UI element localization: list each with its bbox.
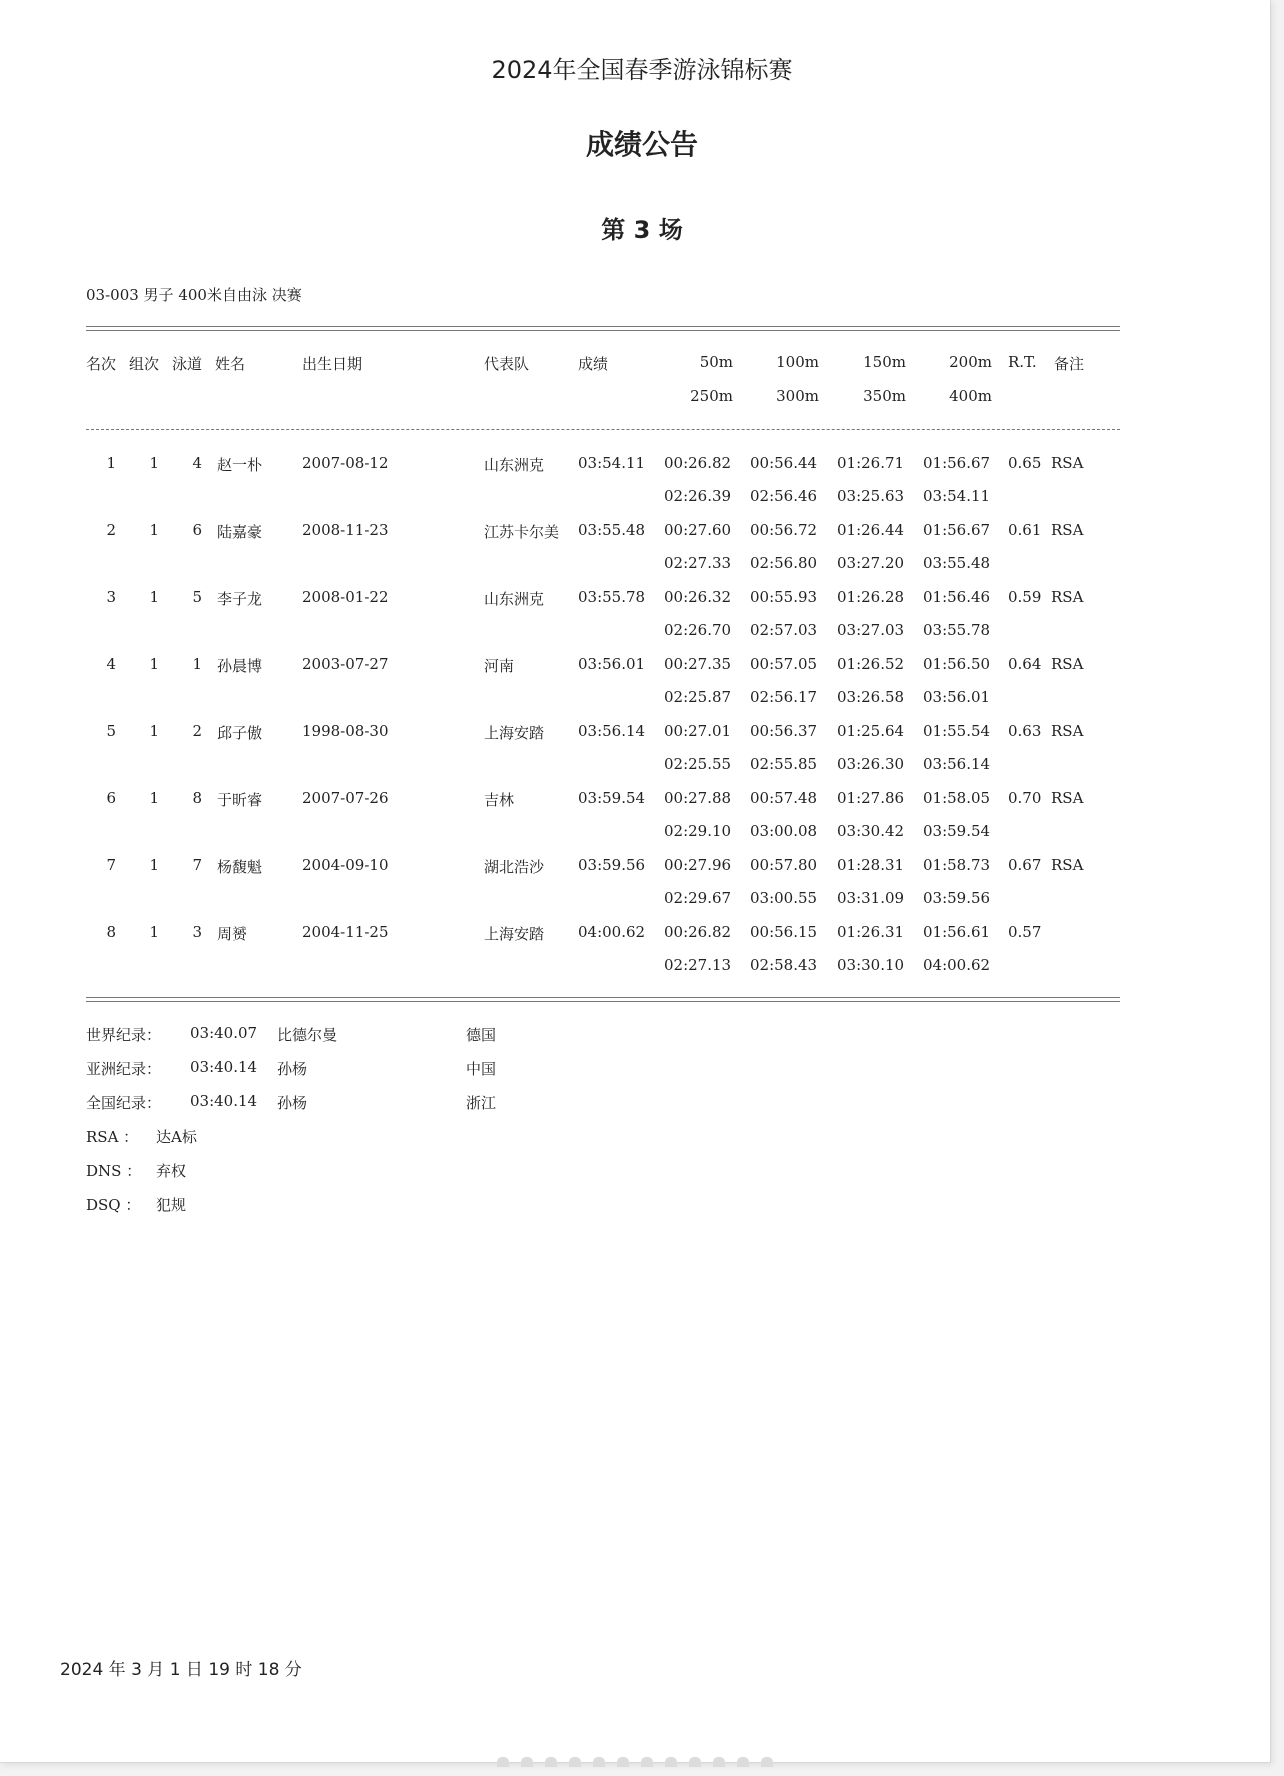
session-title: 第 3 场 — [601, 216, 683, 244]
cell-s400: 03:56.14 — [923, 755, 991, 773]
edge-mark — [713, 1757, 725, 1767]
cell-name: 杨馥魁 — [217, 858, 263, 876]
cell-s100: 00:56.37 — [750, 722, 818, 740]
cell-s150: 01:25.64 — [837, 722, 905, 740]
cell-rt: 0.64 — [1008, 655, 1042, 673]
cell-s100: 00:57.80 — [750, 856, 818, 874]
cell-result: 04:00.62 — [578, 923, 646, 941]
cell-s300: 02:56.17 — [750, 688, 818, 706]
record-team: 中国 — [466, 1060, 497, 1078]
cell-team: 河南 — [484, 657, 515, 675]
cell-rank: 4 — [106, 655, 116, 673]
cell-note: RSA — [1051, 722, 1084, 740]
header-400m: 400m — [949, 387, 992, 405]
cell-s250: 02:25.87 — [664, 688, 732, 706]
legend-code: RSA ： — [86, 1128, 139, 1146]
cell-rt: 0.61 — [1008, 521, 1042, 539]
cell-s250: 02:27.13 — [664, 956, 732, 974]
cell-dob: 2008-11-23 — [302, 521, 389, 539]
header-250m: 250m — [690, 387, 733, 405]
cell-s300: 02:56.46 — [750, 487, 818, 505]
record-label: 世界纪录： — [86, 1026, 162, 1044]
cell-lane: 8 — [192, 789, 202, 807]
championship-title: 2024年全国春季游泳锦标赛 — [491, 56, 793, 84]
cell-rt: 0.59 — [1008, 588, 1042, 606]
cell-s300: 03:00.55 — [750, 889, 818, 907]
cell-s50: 00:27.35 — [664, 655, 732, 673]
cell-result: 03:54.11 — [578, 454, 646, 472]
cell-s300: 02:58.43 — [750, 956, 818, 974]
cell-s150: 01:28.31 — [837, 856, 905, 874]
cell-s350: 03:27.20 — [837, 554, 905, 572]
cell-rt: 0.67 — [1008, 856, 1042, 874]
cell-s400: 03:54.11 — [923, 487, 991, 505]
cell-s350: 03:26.58 — [837, 688, 905, 706]
cell-rt: 0.65 — [1008, 454, 1042, 472]
cell-s400: 03:55.78 — [923, 621, 991, 639]
cell-s400: 03:59.54 — [923, 822, 991, 840]
cell-lane: 3 — [192, 923, 202, 941]
cell-dob: 2004-11-25 — [302, 923, 389, 941]
cell-s300: 02:57.03 — [750, 621, 818, 639]
cell-s100: 00:55.93 — [750, 588, 818, 606]
cell-s50: 00:26.82 — [664, 923, 732, 941]
cell-lane: 5 — [192, 588, 202, 606]
record-time: 03:40.14 — [190, 1092, 258, 1110]
cell-s300: 02:56.80 — [750, 554, 818, 572]
edge-mark — [569, 1757, 581, 1767]
record-team: 德国 — [466, 1026, 497, 1044]
cell-s350: 03:30.42 — [837, 822, 905, 840]
cell-dob: 2004-09-10 — [302, 856, 389, 874]
cell-lane: 2 — [192, 722, 202, 740]
cell-s50: 00:26.82 — [664, 454, 732, 472]
cell-name: 赵一朴 — [217, 456, 263, 474]
cell-s200: 01:56.50 — [923, 655, 991, 673]
cell-team: 吉林 — [484, 791, 515, 809]
cell-s350: 03:30.10 — [837, 956, 905, 974]
cell-dob: 2007-07-26 — [302, 789, 389, 807]
cell-s300: 03:00.08 — [750, 822, 818, 840]
record-team: 浙江 — [466, 1094, 497, 1112]
issue-timestamp: 2024 年 3 月 1 日 19 时 18 分 — [60, 1660, 302, 1680]
cell-result: 03:55.78 — [578, 588, 646, 606]
cell-s400: 03:56.01 — [923, 688, 991, 706]
cell-s250: 02:26.39 — [664, 487, 732, 505]
event-name: 03-003 男子 400米自由泳 决赛 — [86, 286, 302, 304]
cell-result: 03:55.48 — [578, 521, 646, 539]
cell-rank: 1 — [106, 454, 116, 472]
header-300m: 300m — [776, 387, 819, 405]
header-50m: 50m — [699, 353, 733, 371]
cell-s250: 02:29.67 — [664, 889, 732, 907]
cell-s50: 00:27.96 — [664, 856, 732, 874]
cell-name: 李子龙 — [217, 590, 263, 608]
cell-rt: 0.63 — [1008, 722, 1042, 740]
cell-team: 湖北浩沙 — [484, 858, 545, 876]
cell-name: 陆嘉豪 — [217, 523, 263, 541]
legend-text: 弃权 — [156, 1162, 187, 1180]
cell-dob: 2003-07-27 — [302, 655, 389, 673]
cell-s300: 02:55.85 — [750, 755, 818, 773]
cell-heat: 1 — [149, 789, 159, 807]
record-holder: 孙杨 — [277, 1094, 308, 1112]
header-dob: 出生日期 — [302, 355, 363, 373]
cell-result: 03:59.56 — [578, 856, 646, 874]
cell-s350: 03:31.09 — [837, 889, 905, 907]
cell-s50: 00:27.01 — [664, 722, 732, 740]
cell-s50: 00:26.32 — [664, 588, 732, 606]
legend-code: DNS ： — [86, 1162, 142, 1180]
header-200m: 200m — [949, 353, 992, 371]
cell-team: 上海安踏 — [484, 925, 545, 943]
cell-heat: 1 — [149, 588, 159, 606]
edge-mark — [521, 1757, 533, 1767]
cell-team: 江苏卡尔美 — [484, 523, 560, 541]
header-team: 代表队 — [484, 355, 530, 373]
legend-text: 犯规 — [156, 1196, 187, 1214]
header-100m: 100m — [776, 353, 819, 371]
header-name: 姓名 — [215, 355, 246, 373]
cell-s400: 03:59.56 — [923, 889, 991, 907]
edge-mark — [689, 1757, 701, 1767]
cell-heat: 1 — [149, 923, 159, 941]
record-holder: 孙杨 — [277, 1060, 308, 1078]
cell-rank: 3 — [106, 588, 116, 606]
cell-s200: 01:55.54 — [923, 722, 991, 740]
cell-s200: 01:56.61 — [923, 923, 991, 941]
cell-note: RSA — [1051, 454, 1084, 472]
cell-s400: 04:00.62 — [923, 956, 991, 974]
header-rt: R.T. — [1008, 353, 1037, 371]
edge-mark — [761, 1757, 773, 1767]
cell-rank: 7 — [106, 856, 116, 874]
cell-note: RSA — [1051, 789, 1084, 807]
header-lane: 泳道 — [172, 355, 203, 373]
legend-text: 达A标 — [156, 1128, 197, 1146]
cell-s250: 02:27.33 — [664, 554, 732, 572]
record-label: 全国纪录： — [86, 1094, 162, 1112]
cell-team: 山东洲克 — [484, 456, 545, 474]
double-rule-top — [86, 326, 1120, 331]
cell-s150: 01:26.71 — [837, 454, 905, 472]
record-holder: 比德尔曼 — [277, 1026, 338, 1044]
edge-mark — [665, 1757, 677, 1767]
cell-lane: 7 — [192, 856, 202, 874]
cell-note: RSA — [1051, 588, 1084, 606]
dashed-rule — [86, 429, 1120, 430]
record-label: 亚洲纪录： — [86, 1060, 162, 1078]
cell-dob: 1998-08-30 — [302, 722, 389, 740]
cell-result: 03:56.14 — [578, 722, 646, 740]
edge-mark — [497, 1757, 509, 1767]
cell-rank: 8 — [106, 923, 116, 941]
cell-result: 03:59.54 — [578, 789, 646, 807]
cell-s50: 00:27.88 — [664, 789, 732, 807]
cell-note: RSA — [1051, 655, 1084, 673]
cell-lane: 1 — [192, 655, 202, 673]
cell-heat: 1 — [149, 454, 159, 472]
cell-rt: 0.70 — [1008, 789, 1042, 807]
header-rank: 名次 — [86, 355, 117, 373]
legend-code: DSQ ： — [86, 1196, 141, 1214]
cell-s150: 01:26.28 — [837, 588, 905, 606]
cell-lane: 4 — [192, 454, 202, 472]
edge-mark — [545, 1757, 557, 1767]
cell-rank: 6 — [106, 789, 116, 807]
cell-s100: 00:56.72 — [750, 521, 818, 539]
cell-s200: 01:56.67 — [923, 454, 991, 472]
header-note: 备注 — [1054, 355, 1085, 373]
cell-name: 于昕睿 — [217, 791, 263, 809]
header-heat: 组次 — [129, 355, 160, 373]
cell-s200: 01:58.05 — [923, 789, 991, 807]
cell-s400: 03:55.48 — [923, 554, 991, 572]
edge-mark — [737, 1757, 749, 1767]
cell-dob: 2008-01-22 — [302, 588, 389, 606]
cell-name: 孙晨博 — [217, 657, 263, 675]
edge-mark — [641, 1757, 653, 1767]
cell-name: 邱子傲 — [217, 724, 263, 742]
cell-s350: 03:27.03 — [837, 621, 905, 639]
cell-s100: 00:57.48 — [750, 789, 818, 807]
cell-s50: 00:27.60 — [664, 521, 732, 539]
cell-s250: 02:25.55 — [664, 755, 732, 773]
cell-s150: 01:26.31 — [837, 923, 905, 941]
cell-s250: 02:29.10 — [664, 822, 732, 840]
edge-mark — [617, 1757, 629, 1767]
cell-s100: 00:56.44 — [750, 454, 818, 472]
cell-rt: 0.57 — [1008, 923, 1042, 941]
cell-s200: 01:58.73 — [923, 856, 991, 874]
header-result: 成绩 — [578, 355, 609, 373]
edge-mark — [593, 1757, 605, 1767]
cell-name: 周赟 — [217, 925, 248, 943]
header-150m: 150m — [863, 353, 906, 371]
cell-s150: 01:27.86 — [837, 789, 905, 807]
cell-s100: 00:56.15 — [750, 923, 818, 941]
cell-result: 03:56.01 — [578, 655, 646, 673]
cell-rank: 5 — [106, 722, 116, 740]
cell-note: RSA — [1051, 521, 1084, 539]
cell-heat: 1 — [149, 722, 159, 740]
cell-heat: 1 — [149, 856, 159, 874]
cell-s200: 01:56.46 — [923, 588, 991, 606]
cell-heat: 1 — [149, 655, 159, 673]
cell-s100: 00:57.05 — [750, 655, 818, 673]
cell-s150: 01:26.44 — [837, 521, 905, 539]
cell-s350: 03:25.63 — [837, 487, 905, 505]
cell-s250: 02:26.70 — [664, 621, 732, 639]
cell-lane: 6 — [192, 521, 202, 539]
record-time: 03:40.07 — [190, 1024, 258, 1042]
bulletin-title: 成绩公告 — [585, 128, 698, 161]
header-350m: 350m — [863, 387, 906, 405]
cell-note: RSA — [1051, 856, 1084, 874]
cell-s350: 03:26.30 — [837, 755, 905, 773]
cell-dob: 2007-08-12 — [302, 454, 389, 472]
double-rule-bottom — [86, 997, 1120, 1002]
cell-s150: 01:26.52 — [837, 655, 905, 673]
cell-team: 上海安踏 — [484, 724, 545, 742]
cell-heat: 1 — [149, 521, 159, 539]
cell-s200: 01:56.67 — [923, 521, 991, 539]
cell-team: 山东洲克 — [484, 590, 545, 608]
cell-rank: 2 — [106, 521, 116, 539]
record-time: 03:40.14 — [190, 1058, 258, 1076]
